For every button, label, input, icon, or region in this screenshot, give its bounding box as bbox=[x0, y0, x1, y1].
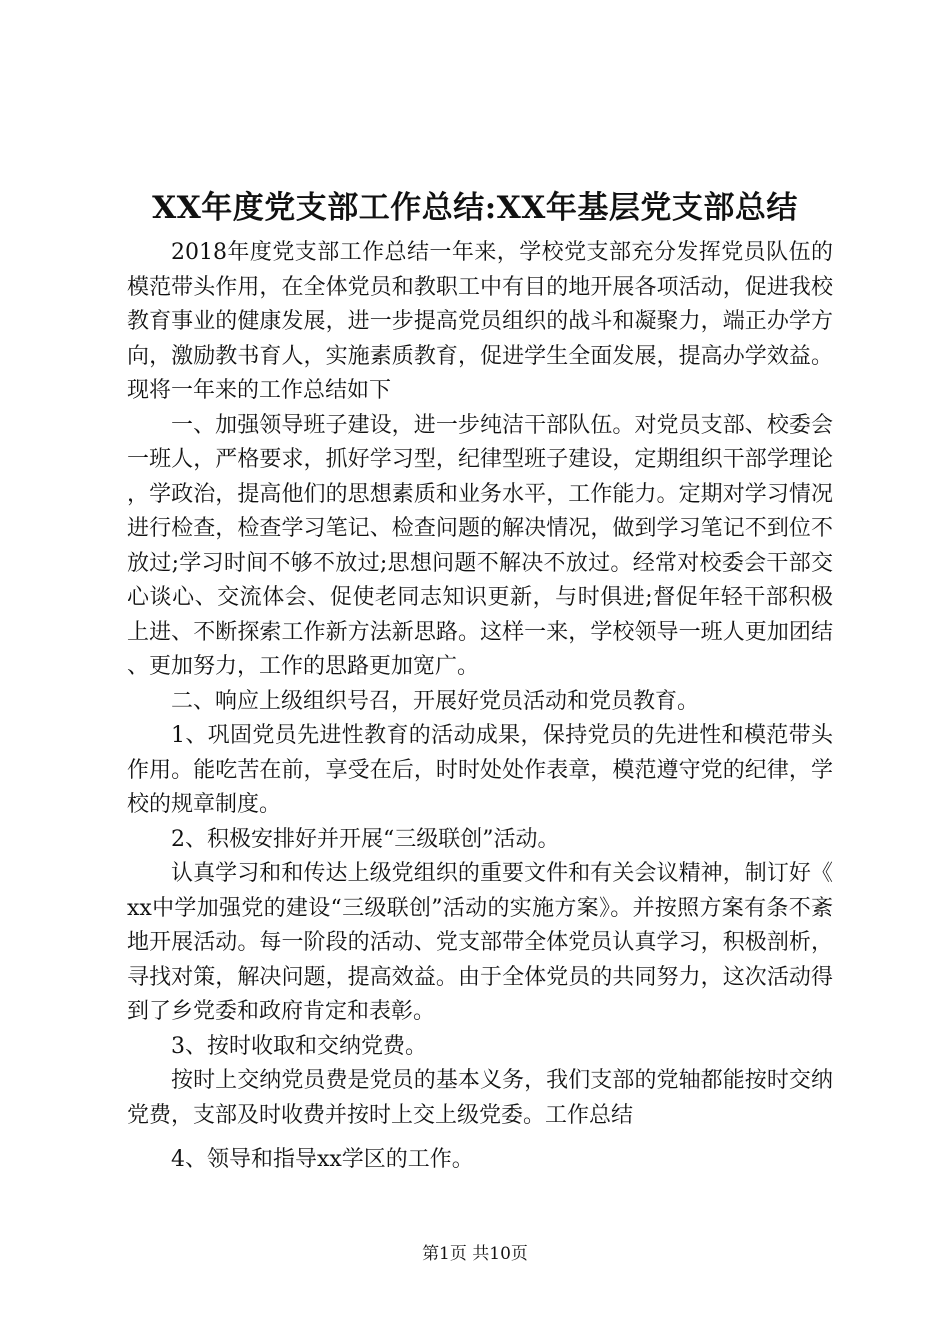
paragraph-item-1: 1、巩固党员先进性教育的活动成果，保持党员的先进性和模范带头作用。能吃苦在前，享受在后，时时处处作表章，模范遵守党的纪律，学校的规章制度。 bbox=[127, 723, 833, 817]
paragraph-item-2-heading: 2、积极安排好并开展“三级联创”活动。 bbox=[171, 826, 560, 852]
paragraph-section-2-heading: 二、响应上级组织号召，开展好党员活动和党员教育。 bbox=[171, 688, 700, 714]
document-title: XX年度党支部工作总结:XX年基层党支部总结 bbox=[152, 190, 798, 226]
paragraph-intro: 2018年度党支部工作总结一年来，学校党支部充分发挥党员队伍的模范带头作用，在全体党员和教职工中有目的地开展各项活动，促进我校教育事业的健康发展，进一步提高党员组织的战斗和凝聚力，端正办学方向，激励教书育人，实施素质教育，促进学生全面发展，提高办学效益。现将一年来的工作总结如下 bbox=[127, 240, 833, 403]
document-body bbox=[127, 236, 833, 1178]
page-number-footer: 第1页 共10页 bbox=[422, 1244, 528, 1264]
paragraph-section-1: 一、加强领导班子建设，进一步纯洁干部队伍。对党员支部、校委会一班人，严格要求，抓好学习型，纪律型班子建设，定期组织干部学理论，学政治，提高他们的思想素质和业务水平，工作能力。定期对学习情况进行检查，检查学习笔记、检查问题的解决情况，做到学习笔记不到位不放过;学习时间不够不放过;思想问题不解决不放过。经常对校委会干部交心谈心、交流体会、促使老同志知识更新，与时俱进;督促年轻干部积极上进、不断探索工作新方法新思路。这样一来，学校领导一班人更加团结、更加努力，工作的思路更加宽广。 bbox=[127, 412, 833, 679]
paragraph-item-3-heading: 3、按时收取和交纳党费。 bbox=[171, 1033, 427, 1059]
paragraph-item-2-body: 认真学习和和传达上级党组织的重要文件和有关会议精神，制订好《xx中学加强党的建设“三级联创”活动的实施方案》。并按照方案有条不紊地开展活动。每一阶段的活动、党支部带全体党员认真学习，积极剖析，寻找对策，解决问题，提高效益。由于全体党员的共同努力，这次活动得到了乡党委和政府肯定和表彰。 bbox=[127, 861, 833, 1024]
paragraph-item-3-body: 按时上交纳党员费是党员的基本义务，我们支部的党轴都能按时交纳党费，支部及时收费并按时上交上级党委。工作总结 bbox=[127, 1068, 833, 1128]
paragraph-item-4-heading: 4、领导和指导xx学区的工作。 bbox=[171, 1147, 474, 1172]
